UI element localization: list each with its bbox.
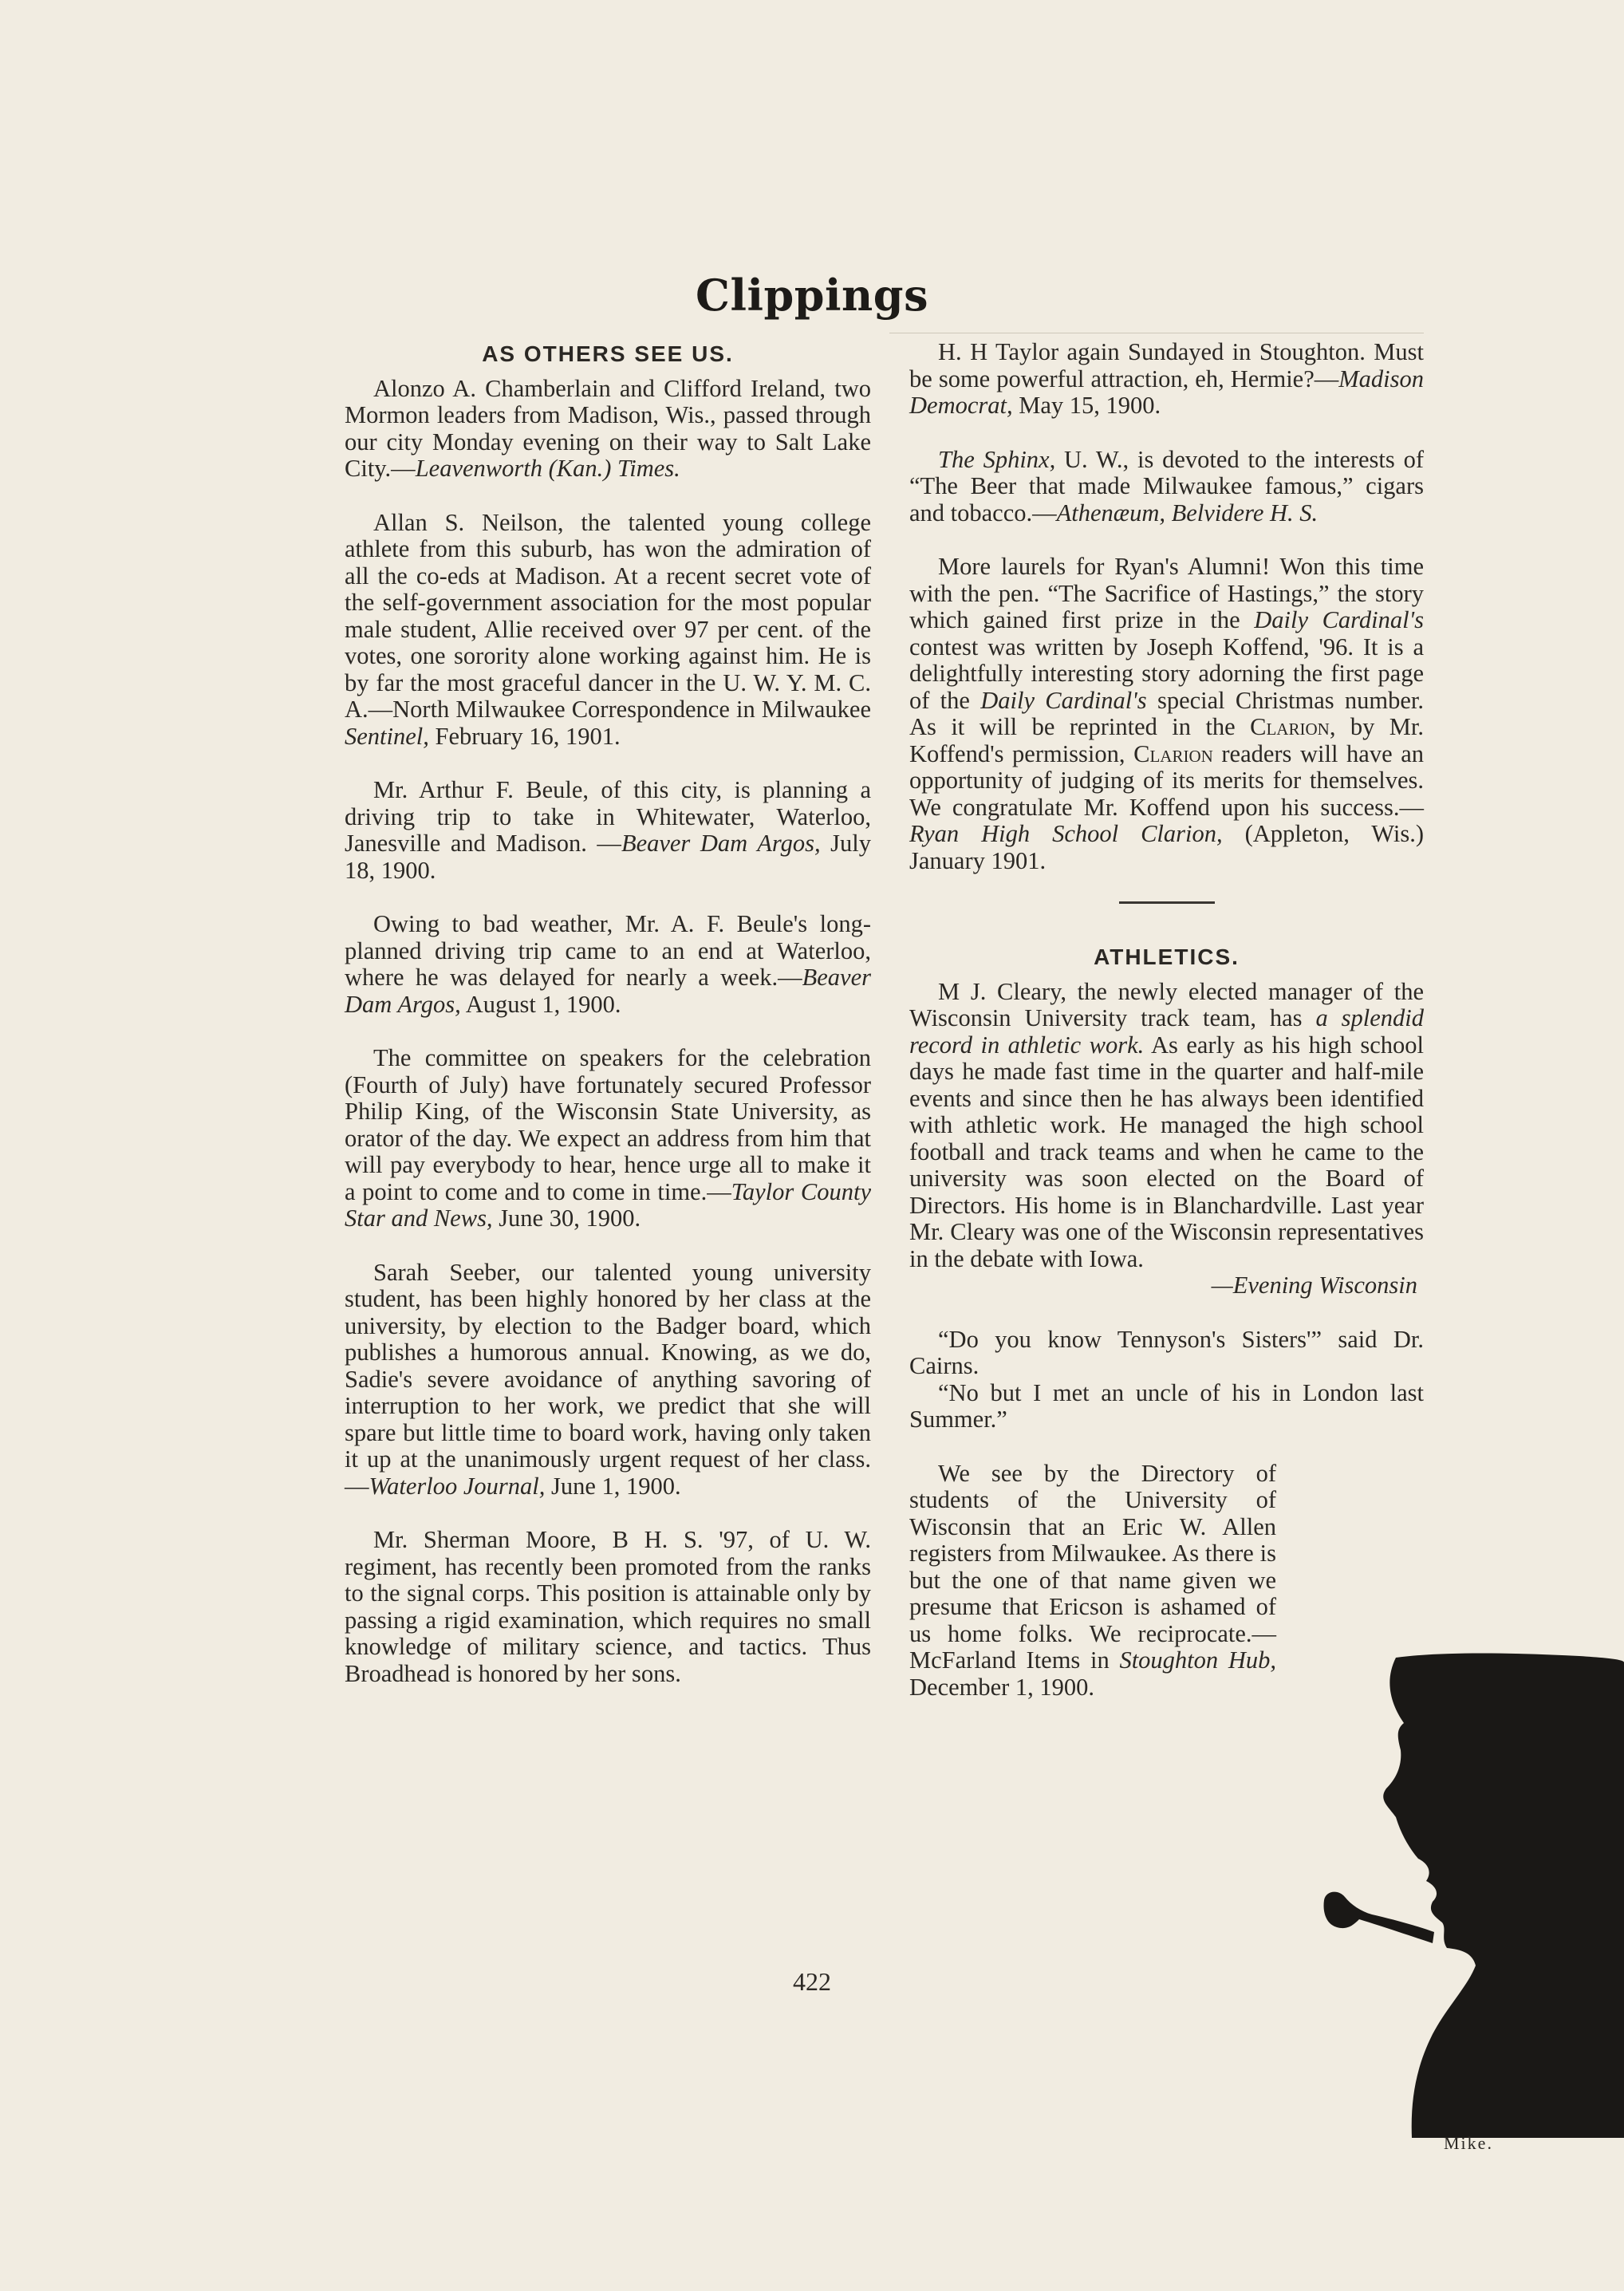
left-column <box>345 339 871 1714</box>
section-divider <box>1119 901 1215 904</box>
clipping-source: Waterloo Journal, <box>369 1472 546 1500</box>
joke-clipping: “Do you know Tennyson's Sisters'” said Dr. Cairns. “No but I met an uncle of his in London last Summer.” <box>909 1325 1424 1433</box>
clipping: The committee on speakers for the celebration (Fourth of July) have fortunately secured Professor Philip King, of the Wisconsin State University, as orator of the day. We expect an address from him that will pay everybody to hear, hence urge all to make it a point to come and to come in time.—Taylor County Star and News, June 30, 1900. <box>345 1044 871 1232</box>
athletics-clipping: M J. Cleary, the newly elected manager of the Wisconsin University track team, has a splendid record in athletic work. As early as his high school days he made fast time in the quarter and half-mile events and since then he has always been identified with athletic work. He managed the high school football and track teams and when he came to the university was soon elected on the Board of Directors. His home is in Blanchardville. Last year Mr. Cleary was one of the Wisconsin representatives in the debate with Iowa. —Evening Wisconsin <box>909 977 1425 1299</box>
clipping-source: Beaver Dam Argos, <box>621 830 821 857</box>
clipping-source: The Sphinx, <box>938 445 1056 473</box>
page-number: 422 <box>793 1967 831 1996</box>
clipping: Allan S. Neilson, the talented young college athlete from this suburb, has won the admiration of all the co-eds at Madison. At a recent secret vote of the self-government association for the most popular male student, Allie received over 97 per cent. of the votes, one sorority alone working against him. He is by far the most graceful dancer in the U. W. Y. M. C. A.—North Milwaukee Correspondence in Milwaukee Sentinel, February 16, 1901. <box>345 508 871 750</box>
clipping: The Sphinx, U. W., is devoted to the interests of “The Beer that made Milwaukee famous,” cigars and tobacco.—Athenæum, Belvidere H. S. <box>909 445 1424 526</box>
clipping-source: Athenæum, Belvidere H. S. <box>1056 499 1319 526</box>
clipping-source: —Evening Wisconsin <box>1211 1272 1417 1299</box>
clipping-source: Beaver Dam Argos, <box>345 964 871 1018</box>
clipping-source: Leavenworth (Kan.) Times. <box>415 455 680 482</box>
section-title-athletics: ATHLETICS. <box>1094 944 1240 969</box>
section-title-others: AS OTHERS SEE US. <box>482 341 734 366</box>
clipping-source: Stoughton Hub, <box>1119 1646 1276 1674</box>
clipping: Alonzo A. Chamberlain and Clifford Ireland, two Mormon leaders from Madison, Wis., passed through our city Monday evening on their way to Salt Lake City.—Leavenworth (Kan.) Times. <box>345 374 871 482</box>
clipping-source: Sentinel, <box>345 722 429 750</box>
silhouette-figure <box>1383 1654 1624 2139</box>
pipe-icon <box>1324 1892 1434 1943</box>
clipping: Sarah Seeber, our talented young university student, has been highly honored by her class at the university, by election to the Badger board, which publishes a humorous annual. Knowing, as we do, Sadie's severe avoidance of anything savoring of interruption to her work, we predict that she will spare but little time to board work, having only taken it up at the unanimously urgent request of her class.—Waterloo Journal, June 1, 1900. <box>345 1258 871 1500</box>
right-column <box>909 339 1424 1728</box>
silhouette-caption: Mike. <box>1444 2133 1493 2153</box>
clipping: More laurels for Ryan's Alumni! Won this time with the pen. “The Sacrifice of Hastings,” the story which gained first prize in the Daily Cardinal's contest was written by Joseph Koffend, '96. It is a delightfully interesting story adorning the first page of the Daily Cardinal's special Christmas number. As it will be reprinted in the Clarion, by Mr. Koffend's permission, Clarion readers will have an opportunity of judging of its merits for themselves. We congratulate Mr. Koffend upon his success.—Ryan High School Clarion, (Appleton, Wis.) January 1901. <box>909 553 1425 874</box>
clipping: Mr. Sherman Moore, B H. S. '97, of U. W. regiment, has recently been promoted from the ranks to the signal corps. This position is attainable only by passing a rigid examination, which requires no small knowledge of military science, and tactics. Thus Broadhead is honored by her sons. <box>345 1526 871 1687</box>
pipe-smoker-silhouette <box>1276 1651 1624 2138</box>
clipping-source: Taylor County Star and News, <box>345 1177 871 1232</box>
clipping: Owing to bad weather, Mr. A. F. Beule's long-planned driving trip came to an end at Waterloo, where he was delayed for nearly a week.—Beaver Dam Argos, August 1, 1900. <box>345 910 871 1018</box>
page-title: Clippings <box>696 270 928 321</box>
clipping-source: Madison Democrat, <box>909 365 1424 419</box>
clipping-source: Ryan High School Clarion, <box>909 820 1223 847</box>
directory-clipping: We see by the Directory of students of the University of Wisconsin that an Eric W. Allen registers from Milwaukee. As there is but the one of that name given we presume that Ericson is ashamed of us home folks. We reciprocate.—McFarland Items in Stoughton Hub, December 1, 1900. <box>909 1459 1276 1701</box>
clipping: H. H Taylor again Sundayed in Stoughton. Must be some powerful attraction, eh, Hermie?—Madison Democrat, May 15, 1900. <box>909 338 1424 419</box>
clipping: Mr. Arthur F. Beule, of this city, is planning a driving trip to take in Whitewater, Waterloo, Janesville and Madison. —Beaver Dam Argos, July 18, 1900. <box>345 776 872 884</box>
